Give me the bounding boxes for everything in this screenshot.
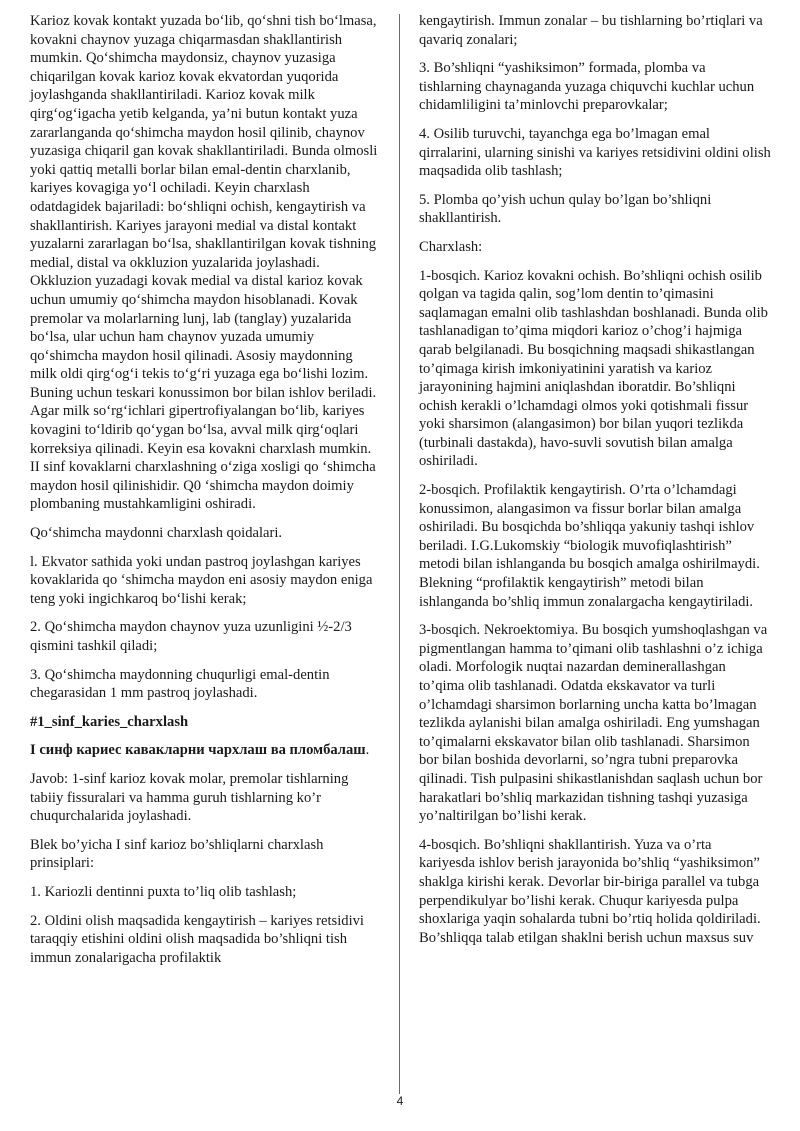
principle-item-1: 1. Kariozli dentinni puxta to’liq olib tashlash;	[30, 883, 297, 900]
black-principles-intro: Blek bo’yicha I sinf karioz bo’shliqlarni charxlash prinsiplari:	[30, 836, 324, 872]
section-title-period: .	[365, 742, 370, 759]
principle-item-2: 2. Oldini olish maqsadida kengaytirish – kariyes retsidivi taraqqiy etishini oldini olish maqsadida bo’shliqni tish immun zonalarigacha profilaktik	[30, 912, 364, 966]
principle-item-5: 5. Plomba qo’yish uchun qulay bo’lgan bo’shliqni shakllantirish.	[419, 191, 712, 227]
rule-item-3: 3. Qo‘shimcha maydonning chuqurligi emal-dentin chegarasidan 1 mm pastroq joylashadi.	[30, 666, 330, 702]
rule-item-2: 2. Qo‘shimcha maydon chaynov yuza uzunligini ½-2/3 qismini tashkil qiladi;	[30, 619, 352, 654]
principle-item-4: 4. Osilib turuvchi, tayanchga ega bo’lmagan emal qirralarini, ularning sinishi va kariyes retsidivini oldini olish maqsadida olib tashlash;	[419, 125, 771, 180]
column-divider	[399, 14, 400, 1094]
section-title	[30, 741, 378, 760]
section-tag: #1_sinf_karies_charxlash	[30, 713, 189, 730]
principle-item-2-continued: kengaytirish. Immun zonalar – bu tishlarning bo’rtiqlari va qavariq zonalari;	[419, 13, 763, 48]
section-title-bold: I синф кариес кавакларни чархлаш ва пломбалаш	[30, 742, 366, 759]
rule-item-1: l. Ekvator sathida yoki undan pastroq joylashgan kariyes kovaklarida qo ‘shimcha maydon eni asosiy maydon eniga teng yoki ingichkaroq bo‘lishi kerak;	[30, 553, 373, 607]
paragraph-class2-cavity-preparation: Karioz kovak kontakt yuzada bo‘lib, qo‘shni tish bo‘lmasa, kovakni chaynov yuzaga chiqarmasdan shakllantirish mumkin. Qo‘shimcha maydonsiz, chaynov yuzasiga chiqarilgan kovak karioz kovak ekvatordan yuqorida joylashganda shakllantiriladi. Karioz kovak milk qirg‘og‘igacha yetib kelganda, ya’ni butun kontakt yuza zararlanganda qo‘shimcha maydon hosil qilinib, chaynov yuzasiga chiqaril gan kovak shakllantiriladi. Bunda olmosli yoki qattiq metalli borlar bilan emal-dentin charxlanib, kariyes kovagiga yo‘l ochiladi. Keyin charxlash odatdagidek bajariladi: bo‘shliqni ochish, kengaytirish va shakllantirish. Kariyes jarayoni medial va distal kontakt yuzalarni zararlagan bo‘lsa, shakllantirilgan kovak tishning medial, distal va okkluzion yuzalarida joylashadi. Okkluzion yuzadagi kovak medial va distal karioz kovak uchun umumiy qo‘shimcha maydon hisoblanadi. Kovak premolar va molarlarning lunj, lab (tanglay) yuzalarida bo‘lsa, ular uchun ham chaynov yuzada umumiy qo‘shimcha maydon hosil qilinadi. Asosiy maydonning milk oldi qirg‘og‘i tekis to‘g‘ri yuzaga ega bo‘lishi lozim. Buning uchun teskari konussimon bor bilan ishlov beriladi. Agar milk so‘rg‘ichlari gipertrofiyalangan bo‘lib, kariyes kovagini to‘ldirib qo‘ygan bo‘lsa, avval milk qirg‘oqlari korreksiya qilinadi. Keyin esa kovakni charxlash mumkin. II sinf kovaklarni charxlashning o‘ziga xosligi qo ‘shimcha maydon hosil qilinishidir. Q0 ‘shimcha maydon doimiy plombaning mustahkamligini oshiradi.	[30, 13, 378, 513]
left-column	[30, 12, 378, 977]
right-column	[419, 12, 771, 957]
stage-3-paragraph: 3-bosqich. Nekroektomiya. Bu bosqich yumshoqlashgan va pigmentlangan hamma to’qimani olib tashlashni o’z ichiga oladi. Morfologik nuqtai nazardan deminerallashgan to’qima olib tashlanadi. Odatda ekskavator va turli o’lchamdagi sharsimon borlarning uncha katta bo’lmagan tezlikda aylanishi bilan amalga oshiriladi. Eng yumshagan to’qimalarni ekskavator bilan olib tashlanadi. Sharsimon bor bilan boshida devorlarni, so’ngra tubni preparovka qilinadi. Tish pulpasini shikastlanishdan saqlash uchun bor harakatlari bo’shliq markazidan tishning tashqi yuzasiga yo’naltirilgan bo’lishi kerak.	[419, 622, 768, 825]
charxlash-heading: Charxlash:	[419, 238, 483, 255]
page-number: 4	[396, 1094, 404, 1108]
answer-paragraph: Javob: 1-sinf karioz kovak molar, premolar tishlarning tabiiy fissuralari va hamma guruh tishlarning ko’r chuqurchalarida joylashadi.	[30, 770, 349, 825]
principle-item-3: 3. Bo’shliqni “yashiksimon” formada, plomba va tishlarning chaynaganda yuzaga chiquvchi kuchlar uchun chidamliligini ta’minlovchi preparovkalar;	[419, 60, 755, 114]
stage-2-paragraph: 2-bosqich. Profilaktik kengaytirish. O’rta o’lchamdagi konussimon, alangasimon va fissur borlar bilan amalga oshiriladi. Bu bosqichda bo’shliqqa yakuniy tashqi ishlov beriladi. I.G.Lukomskiy “biologik muvofiqlashtirish” metodi bilan ishlanganda bu bosqich amalga oshirilmaydi. Blekning “profilaktik kengaytirish” metodi bilan ishlanganda bo’shliq immun zonalargacha kengaytiriladi.	[419, 482, 760, 610]
stage-4-paragraph: 4-bosqich. Bo’shliqni shakllantirish. Yuza va o’rta kariyesda ishlov berish jarayonida bo’shliq “yashiksimon” shaklga kirishi kerak. Devorlar bir-biriga parallel va tubga perpendikulyar bo’lishi kerak. Chuqur kariyesda pulpa shoxlariga yaqin sohalarda tubni bo’rtiq holida qoldiriladi. Bo’shliqqa talab etilgan shaklni berish uchun maxsus suv	[419, 836, 761, 946]
paragraph-extra-area-rules-title: Qo‘shimcha maydonni charxlash qoidalari.	[30, 525, 283, 542]
stage-1-paragraph: 1-bosqich. Karioz kovakni ochish. Bo’shliqni ochish osilib qolgan va tagida qalin, sog’lom dentin to’qimasini saqlamagan emalni olib tashlashdan boshlanadi. Bunda olib tashlanadigan to’qima miqdori karioz o’chog’i hajmiga qarab belgilanadi. Bu bosqichning maqsadi shikastlangan to’qimaga kirish imkoniyatinini yaratish va karioz jarayonining hajmini aniqlashdan iboratdir. Bo’shliqni ochish kerakli o’lchamdagi olmos yoki qotishmali fissur yoki sharsimon (alangasimon) bor bilan yuqori tezlikda (turbinali dastakda), havo-suvli sovutish bilan amalga oshiriladi.	[419, 267, 768, 470]
